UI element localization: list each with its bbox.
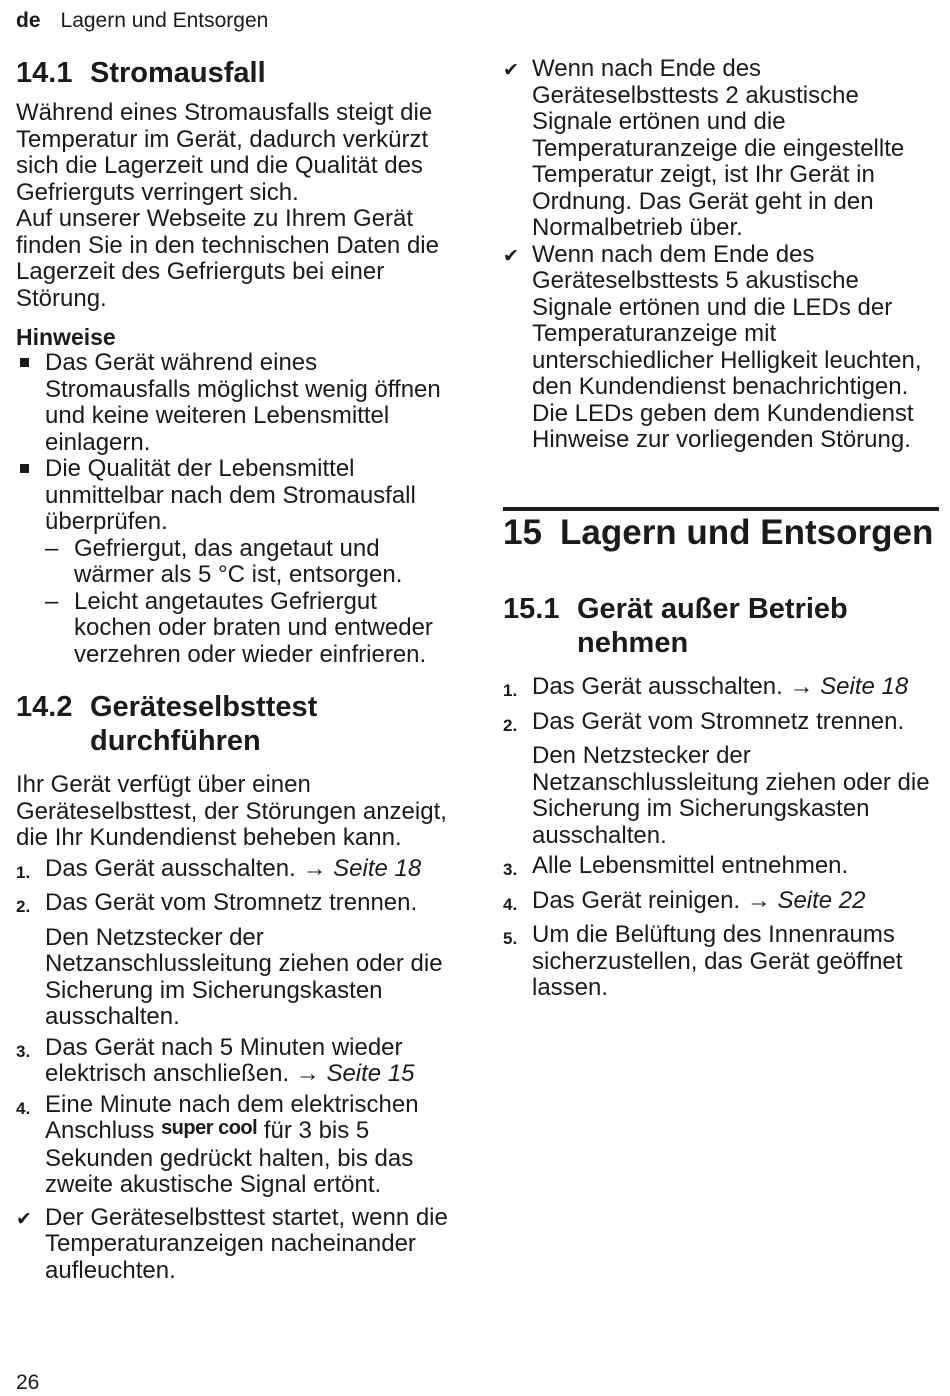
- step-item: [503, 888, 939, 919]
- chapter-rule: [503, 507, 939, 511]
- page-reference-link[interactable]: Seite 22: [777, 886, 866, 914]
- checkmark-icon: ✔: [503, 245, 519, 267]
- step-text: Das Gerät reinigen. →: [532, 886, 778, 914]
- step-number: 3.: [503, 860, 518, 879]
- section-15-1-heading: [503, 592, 939, 660]
- step-text: Das Gerät ausschalten. →: [532, 673, 821, 700]
- page-header: [16, 8, 268, 34]
- sub-list-item: [16, 536, 452, 589]
- header-title: Lagern und Entsorgen: [60, 9, 269, 32]
- step-text: Eine Minute nach dem elektrischen Anschluss: [45, 1090, 419, 1144]
- sub-list-item: [16, 589, 452, 669]
- step-text: für 3 bis 5 Sekunden gedrückt halten, bis das zweite akustische Signal ertönt.: [45, 1117, 414, 1198]
- paragraph: Ihr Gerät verfügt über einen Geräteselbsttest, der Störungen anzeigt, die Ihr Kundendienst beheben kann.: [16, 771, 447, 851]
- step-number: 1.: [16, 862, 31, 882]
- notes-heading: Hinweise: [16, 324, 116, 350]
- step-number: 4.: [503, 894, 518, 914]
- left-column: [16, 56, 452, 1284]
- super-cool-button-label: super cool: [161, 1117, 258, 1139]
- step-number: 2.: [503, 715, 518, 735]
- list-item-text: Die Qualität der Lebensmittel unmittelbar nach dem Stromausfall überprüfen.: [45, 455, 416, 535]
- step-item: [503, 922, 939, 1002]
- paragraph: Während eines Stromausfalls steigt die Temperatur im Gerät, dadurch verkürzt sich die Lagerzeit und die Qualität des Gefrierguts verringert sich.: [16, 99, 433, 206]
- section-number: 14.2: [16, 691, 73, 723]
- step-text: Um die Belüftung des Innenraums sicherzustellen, das Gerät geöffnet lassen.: [532, 921, 903, 1001]
- step-text: Das Gerät vom Stromnetz trennen.: [532, 707, 905, 735]
- dash-bullet-icon: –: [45, 534, 59, 562]
- step-text: Alle Lebensmittel entnehmen.: [532, 852, 849, 879]
- step-text: Das Gerät ausschalten. →: [45, 854, 334, 882]
- page-reference-link[interactable]: Seite 15: [326, 1060, 415, 1087]
- list-item-text: Leicht angetautes Gefriergut kochen oder braten und entweder verzehren oder wieder einfrieren.: [74, 587, 433, 668]
- step-number: 4.: [16, 1098, 31, 1118]
- section-14-1-heading: [16, 56, 452, 90]
- chapter-number: 15: [503, 513, 542, 552]
- step-item: [16, 890, 452, 921]
- list-item-text: Gefriergut, das angetaut und wärmer als 5 °C ist, entsorgen.: [74, 534, 403, 588]
- result-text: Wenn nach Ende des Geräteselbsttests 2 akustische Signale ertönen und die Temperaturanzeige die eingestellte Temperatur zeigt, ist Ihr Gerät in Ordnung. Das Gerät geht in den Normalbetrieb über.: [532, 55, 905, 241]
- result-item: [503, 56, 939, 242]
- selftest-results: [503, 56, 939, 454]
- step-item: [503, 709, 939, 740]
- step-item: [16, 856, 452, 887]
- dash-bullet-icon: –: [45, 587, 59, 615]
- list-item: [16, 350, 452, 456]
- selftest-steps: [16, 856, 452, 1285]
- step-text: Das Gerät nach 5 Minuten wieder elektrisch anschließen. →: [45, 1033, 403, 1087]
- notes-list: [16, 350, 452, 668]
- step-item: [16, 1092, 452, 1199]
- paragraph: Auf unserer Webseite zu Ihrem Gerät finden Sie in den technischen Daten die Lagerzeit des Gefrierguts bei einer Störung.: [16, 205, 439, 312]
- checkmark-icon: ✔: [503, 60, 519, 81]
- chapter-15-heading: [503, 513, 933, 553]
- section-number: 15.1: [503, 593, 560, 625]
- list-item: [16, 456, 452, 536]
- step-number: 3.: [16, 1041, 31, 1061]
- square-bullet-icon: [16, 456, 45, 536]
- result-item: [16, 1205, 452, 1285]
- step-detail: Den Netzstecker der Netzanschlussleitung ziehen oder die Sicherung im Sicherungskasten ausschalten.: [532, 742, 930, 849]
- step-item: [16, 1035, 452, 1088]
- result-item: [503, 242, 939, 454]
- step-number: 5.: [503, 929, 518, 948]
- result-text: Wenn nach dem Ende des Geräteselbsttests 5 akustische Signale ertönen und die LEDs der Temperaturanzeige mit unterschiedlicher Helligkeit leuchten, den Kundendienst benachrichtigen. Die LEDs geben dem Kundendienst Hinweise zur vorliegenden Störung.: [532, 240, 922, 453]
- section-title: Gerät außer Betrieb nehmen: [577, 593, 848, 659]
- language-code: de: [16, 9, 41, 32]
- chapter-title: Lagern und Entsorgen: [560, 513, 934, 552]
- page-reference-link[interactable]: Seite 18: [820, 673, 909, 700]
- checkmark-icon: ✔: [16, 1208, 32, 1230]
- decommission-steps: [503, 674, 939, 1002]
- page-number: 26: [16, 1371, 40, 1394]
- step-item: [503, 674, 939, 705]
- step-number: 1.: [503, 681, 518, 700]
- step-detail: Den Netzstecker der Netzanschlussleitung ziehen oder die Sicherung im Sicherungskasten ausschalten.: [45, 923, 443, 1030]
- section-14-2-heading: [16, 690, 452, 758]
- right-column: [503, 56, 939, 454]
- step-item: [503, 853, 939, 884]
- square-bullet-icon: [16, 350, 45, 456]
- step-number: 2.: [16, 897, 31, 916]
- page-reference-link[interactable]: Seite 18: [333, 854, 422, 882]
- section-title: Stromausfall: [90, 57, 266, 89]
- result-text: Der Geräteselbsttest startet, wenn die Temperaturanzeigen nacheinander aufleuchten.: [45, 1203, 448, 1284]
- section-number: 14.1: [16, 57, 73, 89]
- list-item-text: Das Gerät während eines Stromausfalls möglichst wenig öffnen und keine weiteren Lebensmittel einlagern.: [45, 349, 441, 456]
- step-text: Das Gerät vom Stromnetz trennen.: [45, 889, 418, 916]
- section-title: Geräteselbsttest durchführen: [90, 691, 318, 757]
